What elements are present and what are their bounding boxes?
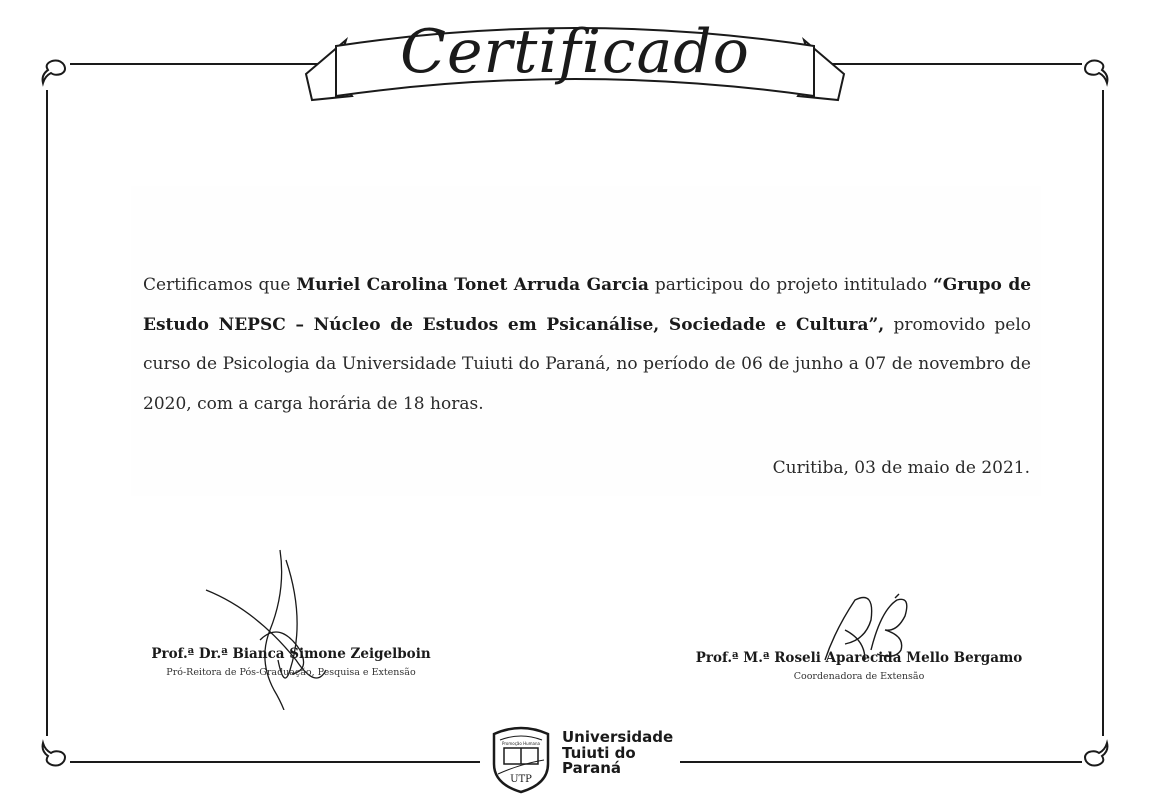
certificate-title: Certificado — [400, 17, 750, 87]
university-crest-icon — [490, 724, 552, 794]
signatory-right-name: Prof.ª M.ª Roseli Aparecida Mello Bergamo — [695, 650, 1023, 666]
crest-monogram: UTP — [510, 774, 532, 785]
signatory-left-role: Pró-Reitora de Pós-Graduação, Pesquisa e Extensão — [166, 667, 416, 678]
body-text-2: promovido pelo curso de Psicologia da Universidade Tuiuti do Paraná, no período de 06 de junho a 07 de novembro de 2020, com a carga horária de 18 horas. — [143, 314, 1032, 414]
university-name-line-3: Paraná — [562, 759, 622, 777]
signatory-left-name: Prof.ª Dr.ª Bianca Simone Zeigelboin — [151, 646, 431, 662]
body-intro: Certificamos que — [143, 275, 291, 295]
recipient-name: Muriel Carolina Tonet Arruda Garcia — [296, 275, 649, 295]
project-title: “Grupo de Estudo NEPSC – Núcleo de Estudos em Psicanálise, Sociedade e Cultura”, — [143, 275, 1032, 335]
signatory-right — [684, 650, 1034, 682]
signature-left — [200, 540, 350, 710]
university-name-line-2: Tuiuti do — [562, 743, 636, 762]
university-name-line-1: Universidade — [562, 728, 674, 746]
issue-date: Curitiba, 03 de maio de 2021. — [772, 458, 1030, 478]
university-name — [562, 730, 673, 777]
body-text-1: participou do projeto intitulado — [654, 275, 928, 295]
crest-motto: Promoção Humana — [502, 741, 540, 746]
certificate-body — [143, 266, 1031, 424]
signatory-right-role: Coordenadora de Extensão — [793, 671, 925, 682]
signatory-left — [132, 646, 450, 678]
